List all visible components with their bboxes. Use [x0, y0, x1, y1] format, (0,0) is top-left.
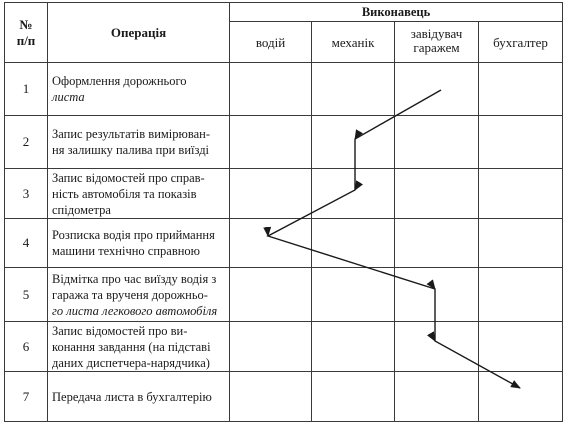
- table-row: [5, 63, 563, 116]
- operation-cell: [48, 63, 230, 116]
- executor-cell: [230, 116, 312, 169]
- table-row: [5, 268, 563, 322]
- executor-cell: [479, 63, 563, 116]
- role-accountant: бухгалтер: [479, 22, 563, 63]
- executor-cell: [230, 219, 312, 268]
- table-row: [5, 372, 563, 422]
- executor-cell: [312, 322, 395, 372]
- executor-cell: [479, 219, 563, 268]
- operation-text: Запис результатів вимірюван-: [52, 127, 210, 141]
- role-mechanic: механік: [312, 22, 395, 63]
- row-number: 5: [5, 268, 48, 322]
- header-executor: Виконавець: [230, 3, 563, 22]
- operation-text: машини технічно справною: [52, 244, 201, 258]
- row-number: 2: [5, 116, 48, 169]
- executor-cell: [312, 169, 395, 219]
- executor-cell: [479, 169, 563, 219]
- executor-cell: [230, 322, 312, 372]
- operation-text: спідометра: [52, 202, 111, 217]
- row-number: 3: [5, 169, 48, 219]
- operation-text: ня залишку палива при виїзді: [52, 143, 210, 157]
- operation-text: Відмітка про час виїзду водія з: [52, 271, 217, 286]
- operation-text: конання завдання (на підставі: [52, 339, 211, 354]
- operation-cell: [48, 169, 230, 219]
- operation-text: ність автомобіля та показів: [52, 186, 197, 201]
- operation-cell: [48, 268, 230, 322]
- operation-text: Розписка водія про приймання: [52, 228, 215, 242]
- header-num: № п/п: [5, 3, 48, 63]
- row-number: 6: [5, 322, 48, 372]
- operation-cell: [48, 219, 230, 268]
- operation-text: гаража та врученя дорожньо-: [52, 287, 208, 302]
- executor-cell: [395, 169, 479, 219]
- executor-cell: [312, 268, 395, 322]
- executor-cell: [479, 372, 563, 422]
- executor-cell: [230, 268, 312, 322]
- executor-cell: [312, 372, 395, 422]
- executor-cell: [479, 116, 563, 169]
- executor-cell: [395, 322, 479, 372]
- executor-cell: [230, 372, 312, 422]
- executor-cell: [312, 63, 395, 116]
- operation-text: Оформлення дорожнього: [52, 74, 187, 88]
- table-row: [5, 116, 563, 169]
- table-row: [5, 219, 563, 268]
- executor-cell: [395, 116, 479, 169]
- operation-text: Запис відомостей про ви-: [52, 323, 188, 338]
- table-row: [5, 169, 563, 219]
- executor-cell: [395, 219, 479, 268]
- row-number: 1: [5, 63, 48, 116]
- role-driver: водій: [230, 22, 312, 63]
- executor-cell: [395, 372, 479, 422]
- process-table: [4, 2, 563, 422]
- executor-cell: [230, 63, 312, 116]
- operation-text: даних диспетчера-нарядчика): [52, 355, 210, 370]
- executor-cell: [230, 169, 312, 219]
- role-garage-head: завідувач гаражем: [395, 22, 479, 63]
- operation-cell: [48, 322, 230, 372]
- operation-text: листа: [52, 90, 85, 104]
- header-operation: Операція: [48, 3, 230, 63]
- executor-cell: [312, 116, 395, 169]
- operation-text: Запис відомостей про справ-: [52, 170, 205, 185]
- executor-cell: [395, 268, 479, 322]
- operation-cell: [48, 372, 230, 422]
- executor-cell: [479, 322, 563, 372]
- operation-text: го листа легкового автомобіля: [52, 303, 218, 318]
- executor-cell: [395, 63, 479, 116]
- executor-cell: [312, 219, 395, 268]
- executor-cell: [479, 268, 563, 322]
- operation-cell: [48, 116, 230, 169]
- operation-text: Передача листа в бухгалтерію: [52, 389, 212, 404]
- row-number: 4: [5, 219, 48, 268]
- row-number: 7: [5, 372, 48, 422]
- table-row: [5, 322, 563, 372]
